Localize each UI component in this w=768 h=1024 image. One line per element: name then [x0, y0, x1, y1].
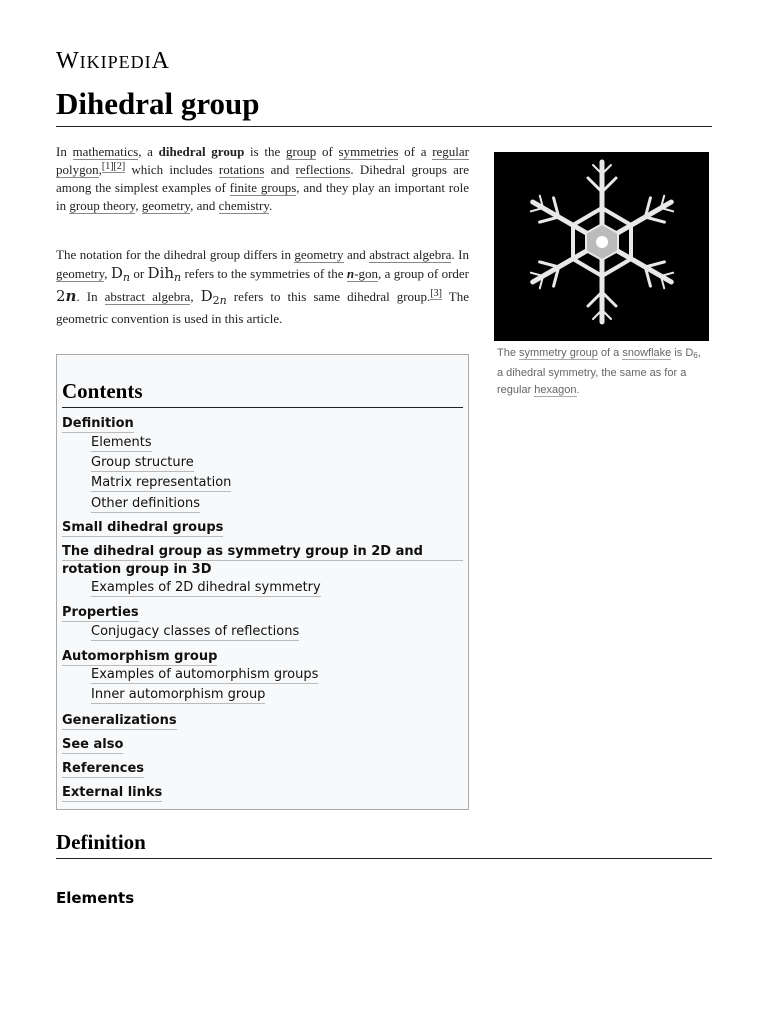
link-abstract-algebra-2[interactable]: abstract algebra — [104, 289, 191, 304]
link-geometry-2[interactable]: geometry — [56, 266, 105, 281]
text: is D — [671, 347, 694, 359]
citation-1[interactable]: [1] — [101, 160, 114, 172]
text: , — [98, 162, 102, 177]
toc-item-line-2: rotation group in 3D — [62, 562, 212, 577]
math-dn — [111, 264, 130, 282]
table-of-contents — [56, 354, 469, 810]
toc-item-conjugacy-classes[interactable]: Conjugacy classes of reflections — [91, 624, 300, 639]
citation-3[interactable]: [3] — [430, 287, 442, 299]
math-d2n — [201, 287, 227, 305]
math-digit: 2 — [212, 294, 220, 307]
link-geometry[interactable]: geometry — [141, 198, 191, 213]
text: , a group of order — [377, 266, 469, 281]
link-symmetry-group[interactable]: symmetry group — [519, 347, 598, 359]
text: . Dihedral groups are among the simplest examples of — [56, 162, 469, 195]
text: or — [129, 266, 148, 281]
math-symbol: 2 — [56, 287, 66, 305]
toc-item-automorphism-group[interactable]: Automorphism group — [62, 649, 218, 664]
toc-item-matrix-representation[interactable]: Matrix representation — [91, 475, 232, 490]
text: , and they play an important role in — [56, 180, 470, 213]
text: -gon — [354, 266, 378, 281]
toc-item-external-links[interactable]: External links — [62, 785, 163, 800]
toc-item-examples-2d[interactable]: Examples of 2D dihedral symmetry — [91, 580, 321, 595]
text: . — [269, 198, 273, 213]
toc-item-group-structure[interactable]: Group structure — [91, 455, 194, 470]
snowflake-figure — [494, 152, 709, 400]
section-heading-definition: Definition — [56, 830, 712, 859]
text: is the — [244, 144, 286, 159]
text: , and — [190, 198, 219, 213]
math-dihn — [148, 264, 182, 282]
toc-item-generalizations[interactable]: Generalizations — [62, 713, 177, 728]
subsection-heading-elements: Elements — [56, 889, 135, 907]
link-mathematics[interactable]: mathematics — [72, 144, 139, 159]
link-abstract-algebra[interactable]: abstract algebra — [369, 247, 452, 262]
text: of a — [597, 347, 623, 359]
text: refers to this same dihedral group. — [226, 289, 431, 304]
toc-item-small-dihedral-groups[interactable]: Small dihedral groups — [62, 520, 224, 535]
math-variable: n — [346, 266, 355, 281]
math-symbol: D — [200, 287, 213, 305]
text: The geometric convention is used in this article. — [56, 289, 469, 326]
intro-paragraph-1 — [56, 143, 469, 215]
link-hexagon[interactable]: hexagon — [534, 384, 577, 396]
text: . — [576, 384, 580, 396]
citation-2[interactable]: [2] — [113, 160, 126, 172]
math-variable: n — [65, 287, 77, 305]
math-subscript: n — [122, 271, 130, 284]
text: In — [56, 144, 73, 159]
toc-item-references[interactable]: References — [62, 761, 145, 776]
text: and — [343, 247, 370, 262]
link-symmetries[interactable]: symmetries — [338, 144, 399, 159]
link-geometry[interactable]: geometry — [294, 247, 344, 262]
text: which includes — [125, 162, 219, 177]
toc-item-definition[interactable]: Definition — [62, 416, 134, 431]
toc-item-examples-automorphism[interactable]: Examples of automorphism groups — [91, 667, 319, 682]
text: , — [135, 198, 142, 213]
text: . In — [76, 289, 105, 304]
text: . In — [451, 247, 469, 262]
math-symbol: Dih — [147, 264, 175, 282]
toc-title: Contents — [62, 379, 463, 408]
figure-caption — [494, 345, 709, 400]
link-snowflake[interactable]: snowflake — [622, 347, 672, 359]
toc-item-see-also[interactable]: See also — [62, 737, 124, 752]
toc-item-line-1: The dihedral group as symmetry group in 2D and — [62, 543, 463, 561]
text: of a — [398, 144, 433, 159]
math-variable: n — [219, 294, 227, 307]
logo-letter-w: W — [56, 48, 80, 74]
text: , — [190, 289, 201, 304]
page-title: Dihedral group — [56, 86, 712, 127]
toc-item-symmetry-group-2d-3d[interactable] — [62, 543, 463, 578]
intro-paragraph-2 — [56, 246, 469, 328]
text: , a — [138, 144, 159, 159]
wikipedia-logo[interactable] — [56, 48, 170, 75]
link-chemistry[interactable]: chemistry — [218, 198, 270, 213]
toc-item-inner-automorphism[interactable]: Inner automorphism group — [91, 687, 266, 702]
text: The notation for the dihedral group differs in — [56, 247, 295, 262]
snowflake-image[interactable] — [494, 152, 709, 341]
link-finite-groups[interactable]: finite groups — [229, 180, 297, 195]
link-reflections[interactable]: reflections — [295, 162, 351, 177]
logo-letters-ikipedi: IKIPEDI — [79, 52, 152, 72]
math-subscript: 6 — [693, 351, 698, 360]
text: , — [104, 266, 111, 281]
text: refers to the symmetries of the — [181, 266, 347, 281]
link-group-theory[interactable]: group theory — [69, 198, 136, 213]
text: , a dihedral symmetry, the same as for a regular — [497, 347, 701, 396]
logo-letter-a: A — [151, 48, 170, 74]
toc-item-other-definitions[interactable]: Other definitions — [91, 496, 201, 511]
text: and — [264, 162, 296, 177]
toc-item-elements[interactable]: Elements — [91, 435, 152, 450]
link-regular-polygon[interactable]: regular polygon — [56, 144, 469, 177]
toc-item-properties[interactable]: Properties — [62, 605, 139, 620]
math-subscript — [213, 294, 227, 307]
text: of — [316, 144, 339, 159]
link-rotations[interactable]: rotations — [218, 162, 265, 177]
math-2n — [56, 287, 76, 305]
math-symbol: D — [110, 264, 123, 282]
math-subscript: n — [174, 271, 182, 284]
bold-term: dihedral group — [158, 144, 245, 159]
link-group[interactable]: group — [285, 144, 317, 159]
link-n-gon[interactable] — [347, 266, 378, 282]
text: The — [497, 347, 520, 359]
